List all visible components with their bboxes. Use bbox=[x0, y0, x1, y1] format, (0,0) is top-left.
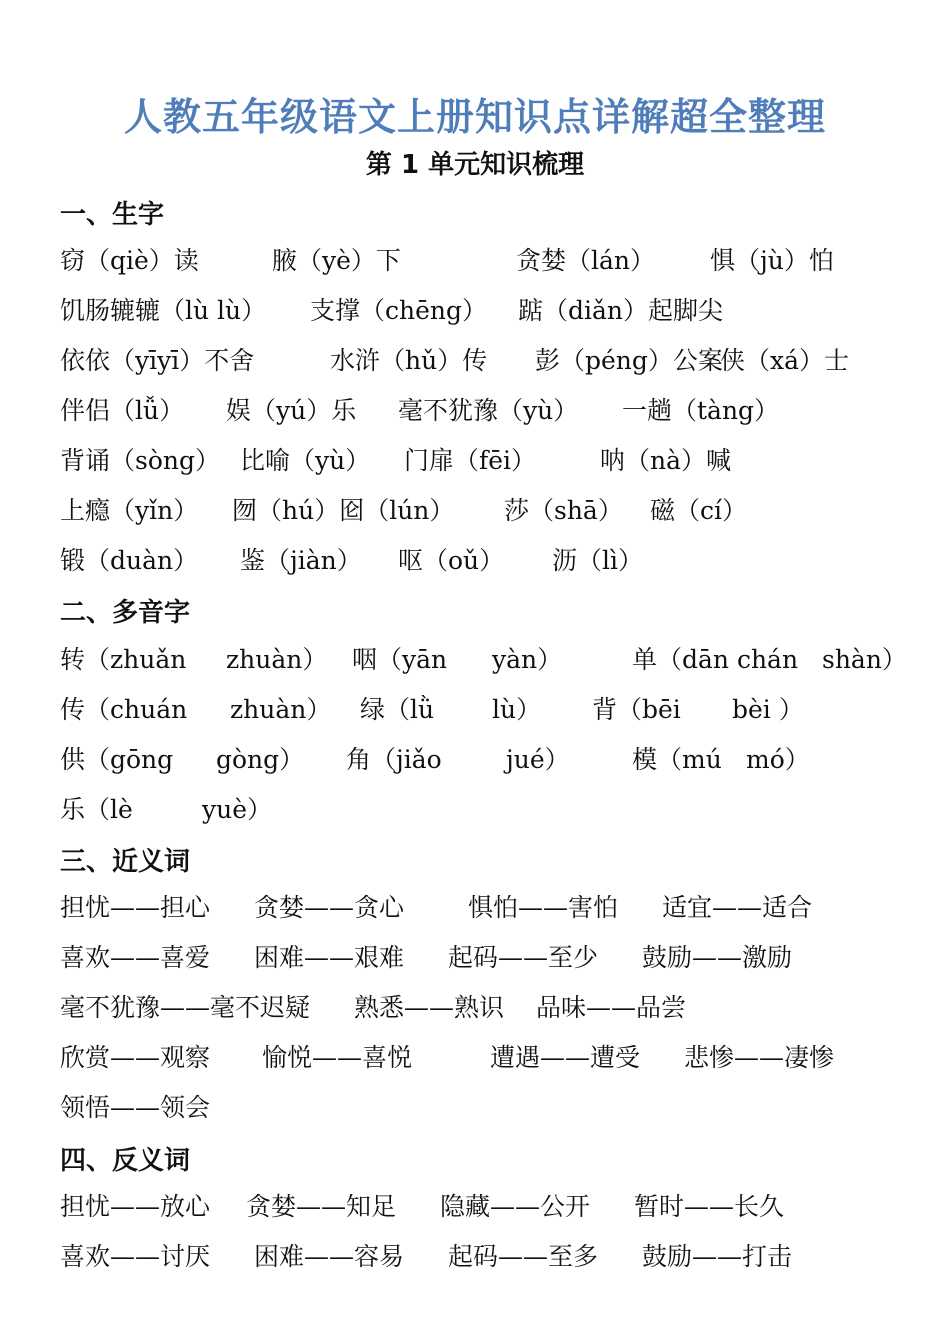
word-entry: 贪婪（lán） bbox=[516, 246, 656, 275]
new-characters-line bbox=[60, 294, 940, 328]
word-entry: 侠（xá）士 bbox=[720, 346, 850, 375]
polyphone-part: 转（zhuǎn bbox=[60, 645, 187, 674]
synonym-line bbox=[60, 1041, 940, 1075]
word-pair: 担忧——担心 bbox=[60, 893, 211, 922]
word-pair: 困难——艰难 bbox=[254, 943, 405, 972]
word-pair: 遭遇——遭受 bbox=[490, 1043, 641, 1072]
word-pair: 悲惨——凄惨 bbox=[684, 1043, 835, 1072]
word-entry: 彭（péng）公案 bbox=[535, 346, 723, 375]
word-entry: 伴侣（lǚ） bbox=[60, 396, 185, 425]
word-pair: 毫不犹豫——毫不迟疑 bbox=[60, 993, 311, 1022]
polyphone-part: jué） bbox=[506, 745, 570, 774]
polyphone-part: 角（jiǎo bbox=[346, 745, 442, 774]
word-pair: 隐藏——公开 bbox=[440, 1192, 591, 1221]
word-pair: 喜欢——讨厌 bbox=[60, 1242, 211, 1271]
word-entry: 囫（hú）囵（lún） bbox=[232, 496, 455, 525]
polyphone-part: gòng） bbox=[216, 745, 305, 774]
word-entry: 惧（jù）怕 bbox=[710, 246, 834, 275]
word-pair: 适宜——适合 bbox=[662, 893, 813, 922]
synonym-line bbox=[60, 991, 940, 1025]
synonym-line bbox=[60, 891, 940, 925]
antonym-line bbox=[60, 1190, 940, 1224]
antonym-line bbox=[60, 1240, 940, 1274]
polyphone-part: 供（gōng bbox=[60, 745, 174, 774]
word-pair: 担忧——放心 bbox=[60, 1192, 211, 1221]
polyphone-line bbox=[60, 643, 940, 677]
polyphone-line bbox=[60, 743, 940, 777]
polyphone-part: bèi ） bbox=[732, 695, 804, 724]
word-entry: 门扉（fēi） bbox=[404, 446, 537, 475]
word-pair: 困难——容易 bbox=[254, 1242, 405, 1271]
word-entry: 比喻（yù） bbox=[240, 446, 371, 475]
document-title: 人教五年级语文上册知识点详解超全整理 bbox=[123, 95, 826, 139]
word-entry: 支撑（chēng） bbox=[310, 296, 488, 325]
section-heading-synonyms: 三、近义词 bbox=[60, 847, 191, 877]
word-pair: 起码——至少 bbox=[448, 943, 599, 972]
polyphone-part: yuè） bbox=[202, 795, 273, 824]
polyphone-part: lù） bbox=[492, 695, 542, 724]
section-heading-new-characters: 一、生字 bbox=[60, 200, 165, 230]
polyphone-part: mó） bbox=[746, 745, 810, 774]
word-pair: 喜欢——喜爱 bbox=[60, 943, 211, 972]
polyphone-part: 单（dān chán bbox=[632, 645, 799, 674]
new-characters-line bbox=[60, 394, 940, 428]
new-characters-line bbox=[60, 344, 940, 378]
word-entry: 沥（lì） bbox=[552, 546, 643, 575]
word-entry: 呐（nà）喊 bbox=[600, 446, 732, 475]
word-pair: 品味——品尝 bbox=[536, 993, 687, 1022]
word-entry: 踮（diǎn）起脚尖 bbox=[518, 296, 724, 325]
word-pair: 贪婪——贪心 bbox=[254, 893, 405, 922]
polyphone-line bbox=[60, 693, 940, 727]
polyphone-part: 传（chuán bbox=[60, 695, 188, 724]
polyphone-part: 乐（lè bbox=[60, 795, 133, 824]
word-entry: 锻（duàn） bbox=[60, 546, 199, 575]
new-characters-line bbox=[60, 544, 940, 578]
section-heading-antonyms: 四、反义词 bbox=[60, 1146, 191, 1176]
polyphone-part: zhuàn） bbox=[226, 645, 328, 674]
polyphone-part: 模（mú bbox=[632, 745, 722, 774]
word-pair: 鼓励——打击 bbox=[642, 1242, 793, 1271]
new-characters-line bbox=[60, 494, 940, 528]
word-pair: 领悟——领会 bbox=[60, 1093, 211, 1122]
word-entry: 窃（qiè）读 bbox=[60, 246, 199, 275]
document-subtitle: 第 1 单元知识梳理 bbox=[365, 150, 585, 180]
polyphone-part: 咽（yān bbox=[352, 645, 448, 674]
word-entry: 水浒（hǔ）传 bbox=[330, 346, 488, 375]
synonym-line bbox=[60, 1091, 940, 1125]
polyphone-part: shàn） bbox=[822, 645, 907, 674]
word-pair: 暂时——长久 bbox=[634, 1192, 785, 1221]
word-pair: 熟悉——熟识 bbox=[354, 993, 505, 1022]
polyphone-line bbox=[60, 793, 940, 827]
polyphone-part: 绿（lǜ bbox=[360, 695, 435, 724]
word-entry: 一趟（tàng） bbox=[622, 396, 780, 425]
word-pair: 起码——至多 bbox=[448, 1242, 599, 1271]
word-entry: 腋（yè）下 bbox=[272, 246, 401, 275]
polyphone-part: yàn） bbox=[492, 645, 563, 674]
synonym-line bbox=[60, 941, 940, 975]
word-entry: 呕（oǔ） bbox=[398, 546, 505, 575]
word-entry: 依依（yīyī）不舍 bbox=[60, 346, 255, 375]
new-characters-line bbox=[60, 444, 940, 478]
word-pair: 鼓励——激励 bbox=[642, 943, 793, 972]
word-pair: 愉悦——喜悦 bbox=[262, 1043, 413, 1072]
word-entry: 娱（yú）乐 bbox=[226, 396, 357, 425]
polyphone-part: zhuàn） bbox=[230, 695, 332, 724]
word-entry: 背诵（sòng） bbox=[60, 446, 220, 475]
word-entry: 磁（cí） bbox=[650, 496, 747, 525]
new-characters-line bbox=[60, 244, 940, 278]
section-heading-polyphones: 二、多音字 bbox=[60, 598, 191, 628]
word-pair: 惧怕——害怕 bbox=[468, 893, 619, 922]
word-pair: 欣赏——观察 bbox=[60, 1043, 211, 1072]
word-entry: 饥肠辘辘（lù lù） bbox=[60, 296, 267, 325]
word-entry: 毫不犹豫（yù） bbox=[398, 396, 579, 425]
polyphone-part: 背（bēi bbox=[592, 695, 681, 724]
word-entry: 莎（shā） bbox=[504, 496, 623, 525]
word-entry: 鉴（jiàn） bbox=[240, 546, 362, 575]
word-pair: 贪婪——知足 bbox=[246, 1192, 397, 1221]
word-entry: 上瘾（yǐn） bbox=[60, 496, 199, 525]
